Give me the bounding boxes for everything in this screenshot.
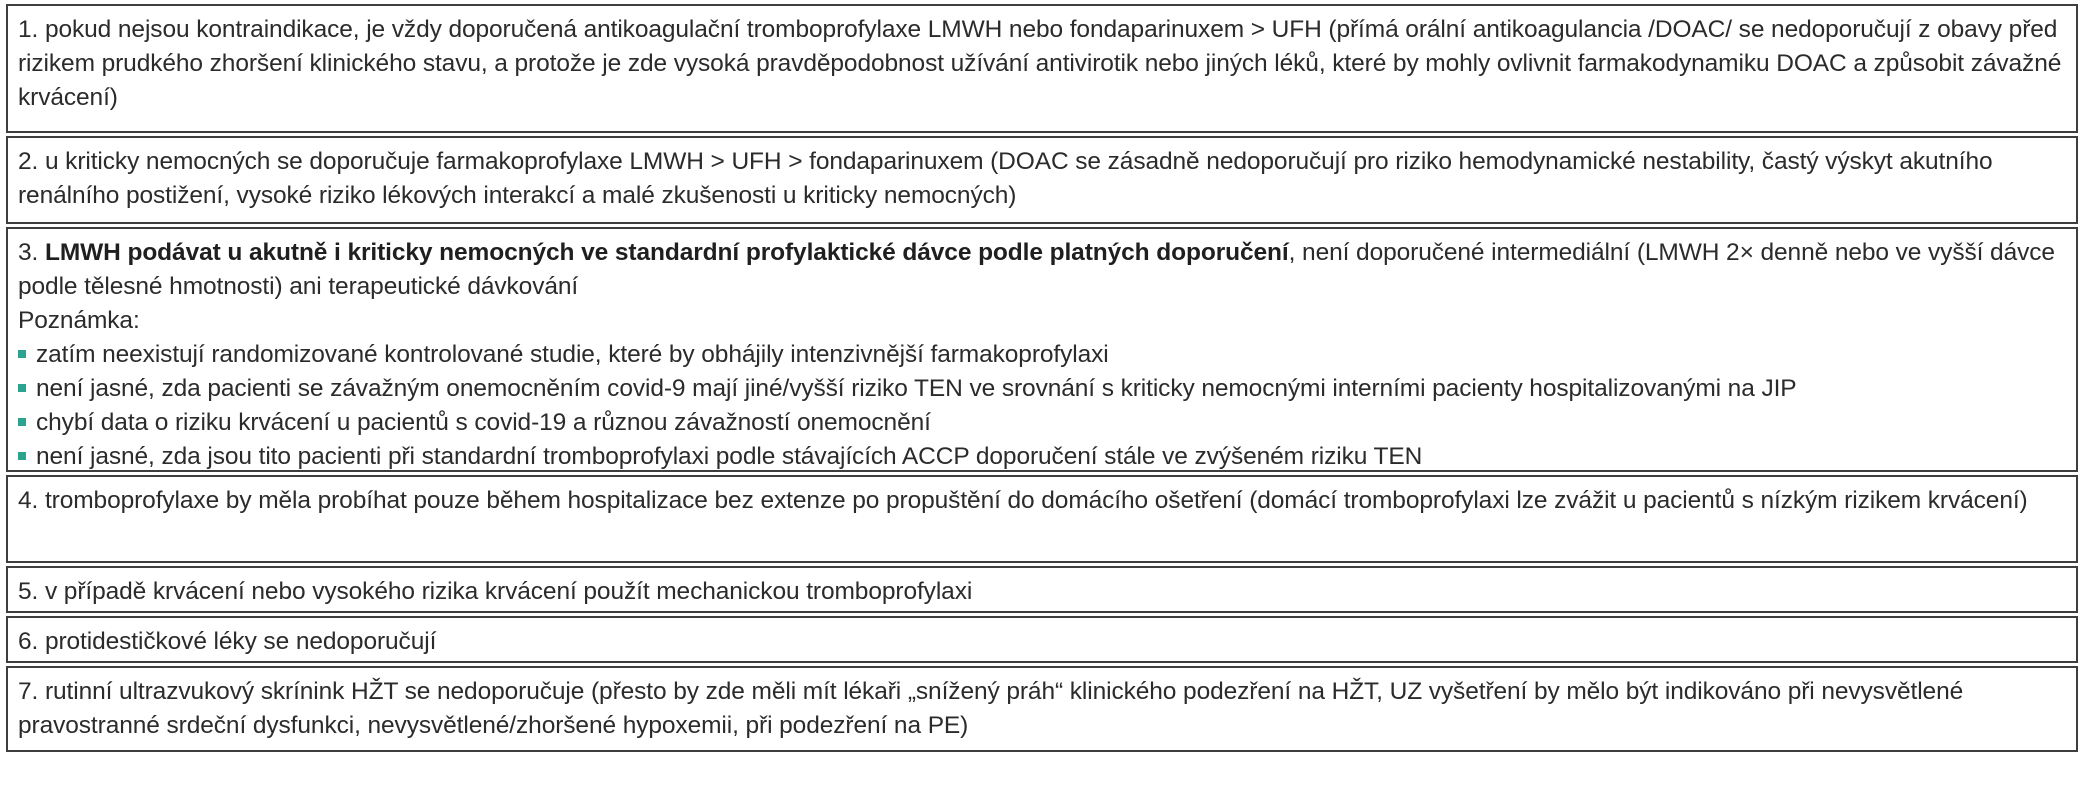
note-bullet-4 bbox=[18, 440, 2066, 474]
recommendation-text-4: 4. tromboprofylaxe by měla probíhat pouze během hospitalizace bez extenze po propuštění do domácího ošetření (domácí tromboprofylaxi lze zvážit u pacientů s nízkým rizikem krvácení) bbox=[18, 487, 2028, 514]
recommendation-text-2: 2. u kriticky nemocných se doporučuje farmakoprofylaxe LMWH > UFH > fondaparinuxem (DOAC se zásadně nedoporučují pro riziko hemodynamické nestability, častý výskyt akutního renálního postižení, vysoké riziko lékových interakcí a malé zkušenosti u kriticky nemocných) bbox=[18, 148, 1993, 209]
note-bullet-3 bbox=[18, 406, 2066, 440]
recommendation-row-1 bbox=[6, 4, 2078, 133]
recommendation-row-2 bbox=[6, 136, 2078, 224]
recommendations-table bbox=[6, 4, 2078, 752]
recommendation-row-5 bbox=[6, 566, 2078, 613]
square-bullet-icon bbox=[18, 350, 26, 358]
recommendation-row-3 bbox=[6, 227, 2078, 472]
recommendation-3-prefix: 3. bbox=[18, 239, 45, 266]
square-bullet-icon bbox=[18, 418, 26, 426]
note-bullet-1 bbox=[18, 338, 2066, 372]
square-bullet-icon bbox=[18, 384, 26, 392]
recommendation-text-7: 7. rutinní ultrazvukový skrínink HŽT se nedoporučuje (přesto by zde měli mít lékaři „snížený práh“ klinického podezření na HŽT, UZ vyšetření by mělo být indikováno při nevysvětlené pravostranné srdeční dysfunkci, nevysvětlené/zhoršené hypoxemii, při podezření na PE) bbox=[18, 678, 1964, 739]
note-bullet-text-4: není jasné, zda jsou tito pacienti při standardní tromboprofylaxi podle stávajících ACCP doporučení stále ve zvýšeném riziku TEN bbox=[36, 443, 1423, 470]
recommendation-3-rest: , není doporučené intermediální (LMWH 2× denně nebo ve vyšší dávce podle tělesné hmotnosti) ani terapeutické dávkování bbox=[18, 239, 2055, 300]
recommendation-text-1: 1. pokud nejsou kontraindikace, je vždy doporučená antikoagulační tromboprofylaxe LMWH nebo fondaparinuxem > UFH (přímá orální antikoagulancia /DOAC/ se nedoporučují z obavy před rizikem prudkého zhoršení klinického stavu, a protože je zde vysoká pravděpodobnost užívání antivirotik nebo jiných léků, které by mohly ovlivnit farmakodynamiku DOAC a způsobit závažné krvácení) bbox=[18, 16, 2062, 111]
note-bullet-text-2: není jasné, zda pacienti se závažným onemocněním covid-9 mají jiné/vyšší riziko TEN ve srovnání s kriticky nemocnými interními pacienty hospitalizovanými na JIP bbox=[36, 375, 1797, 402]
note-bullet-2 bbox=[18, 372, 2066, 406]
recommendation-text-6: 6. protidestičkové léky se nedoporučují bbox=[18, 628, 437, 655]
recommendation-text-3 bbox=[18, 236, 2066, 304]
recommendation-row-4 bbox=[6, 475, 2078, 563]
note-label: Poznámka: bbox=[18, 307, 140, 334]
recommendation-row-6 bbox=[6, 616, 2078, 663]
note-bullet-text-3: chybí data o riziku krvácení u pacientů s covid-19 a různou závažností onemocnění bbox=[36, 409, 931, 436]
note-bullet-text-1: zatím neexistují randomizované kontrolované studie, které by obhájily intenzivnější farmakoprofylaxi bbox=[36, 341, 1109, 368]
recommendation-row-7 bbox=[6, 666, 2078, 752]
square-bullet-icon bbox=[18, 452, 26, 460]
recommendation-3-bold-text: LMWH podávat u akutně i kriticky nemocných ve standardní profylaktické dávce podle platných doporučení bbox=[44, 239, 1289, 266]
recommendation-text-5: 5. v případě krvácení nebo vysokého rizika krvácení použít mechanickou tromboprofylaxi bbox=[18, 578, 973, 605]
